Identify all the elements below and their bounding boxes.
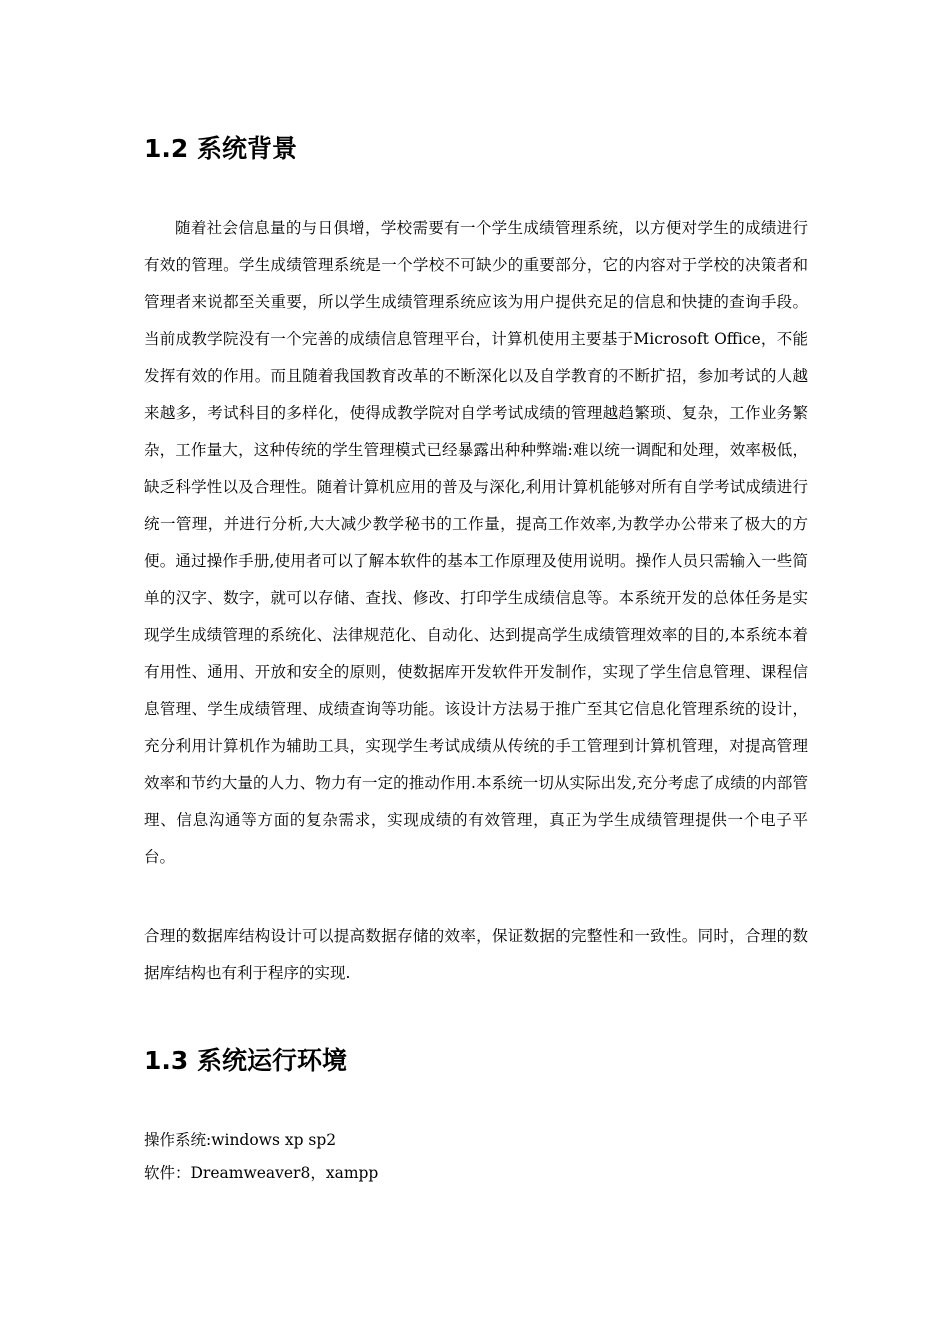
background-paragraph: 随着社会信息量的与日俱增，学校需要有一个学生成绩管理系统，以方便对学生的成绩进行有效的管理。学生成绩管理系统是一个学校不可缺少的重要部分，它的内容对于学校的决策者和管理者来说都至关重要，所以学生成绩管理系统应该为用户提供充足的信息和快捷的查询手段。当前成教学院没有一个完善的成绩信息管理平台，计算机使用主要基于Microsoft Office，不能发挥有效的作用。而且随着我国教育改革的不断深化以及自学教育的不断扩招，参加考试的人越来越多，考试科目的多样化，使得成教学院对自学考试成绩的管理越趋繁琐、复杂，工作业务繁杂，工作量大，这种传统的学生管理模式已经暴露出种种弊端:难以统一调配和处理，效率极低，缺乏科学性以及合理性。随着计算机应用的普及与深化,利用计算机能够对所有自学考试成绩进行统一管理，并进行分析,大大减少教学秘书的工作量，提高工作效率,为教学办公带来了极大的方便。通过操作手册,使用者可以了解本软件的基本工作原理及使用说明。操作人员只需输入一些简单的汉字、数字，就可以存储、查找、修改、打印学生成绩信息等。本系统开发的总体任务是实现学生成绩管理的系统化、法律规范化、自动化、达到提高学生成绩管理效率的目的,本系统本着有用性、通用、开放和安全的原则，使数据库开发软件开发制作，实现了学生信息管理、课程信息管理、学生成绩管理、成绩查询等功能。该设计方法易于推广至其它信息化管理系统的设计，充分利用计算机作为辅助工具，实现学生考试成绩从传统的手工管理到计算机管理，对提高管理效率和节约大量的人力、物力有一定的推动作用.本系统一切从实际出发,充分考虑了成绩的内部管理、信息沟通等方面的复杂需求，实现成绩的有效管理，真正为学生成绩管理提供一个电子平台。 (144, 219, 808, 866)
database-paragraph: 合理的数据库结构设计可以提高数据存储的效率，保证数据的完整性和一致性。同时，合理的数据库结构也有利于程序的实现. (144, 927, 808, 982)
environment-os-line: 操作系统:windows xp sp2 (144, 1131, 337, 1149)
environment-software-line: 软件：Dreamweaver8，xampp (144, 1164, 379, 1182)
document-page (144, 0, 808, 1344)
section-heading-environment: 1.3 系统运行环境 (144, 1046, 347, 1075)
section-heading-background: 1.2 系统背景 (144, 134, 297, 163)
